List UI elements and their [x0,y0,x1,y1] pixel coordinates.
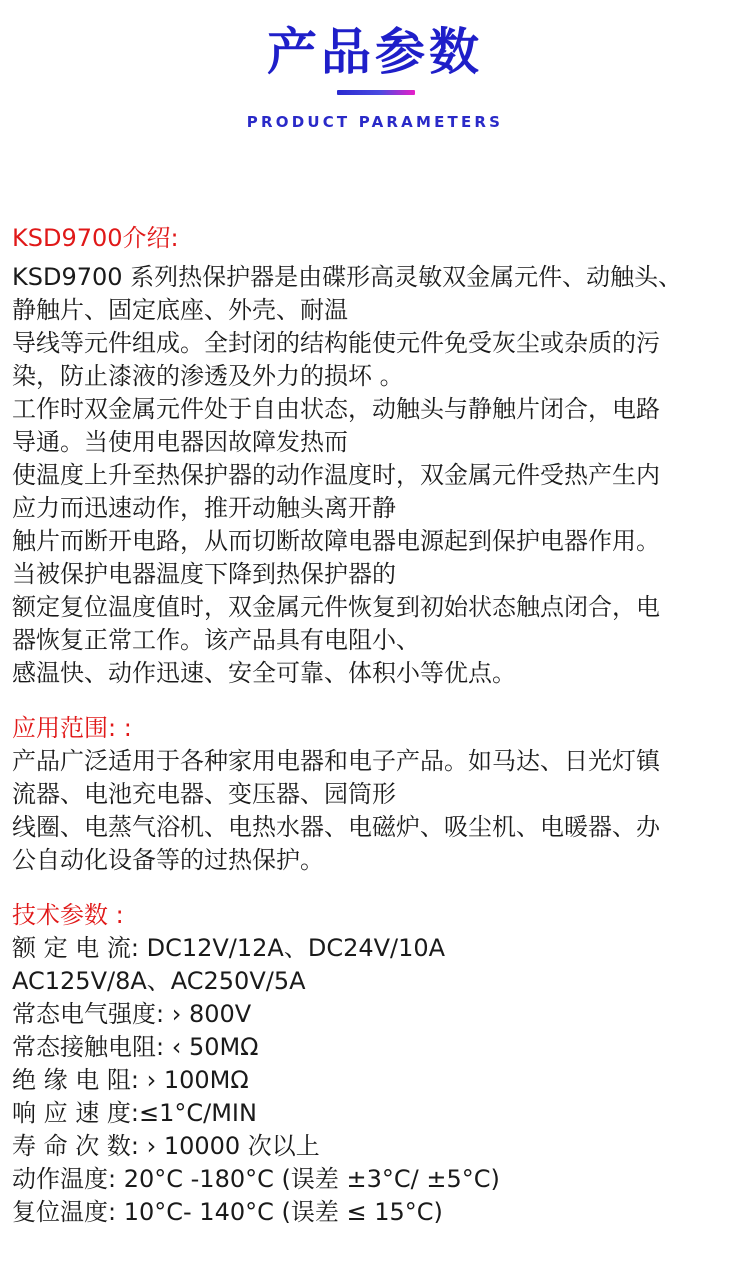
intro-line: KSD9700 系列热保护器是由碟形高灵敏双金属元件、动触头、 [12,263,683,291]
spec-line: 常态接触电阻: ‹ 50MΩ [12,1033,259,1061]
spacer [12,877,742,899]
intro-line: 导通。当使用电器因故障发热而 [12,428,348,456]
intro-line: 触片而断开电路，从而切断故障电器电源起到保护电器作用。 [12,527,660,555]
intro-paragraph [12,261,742,690]
specs-list [12,932,742,1229]
spec-line: 动作温度: 20°C -180°C (误差 ±3°C/ ±5°C) [12,1165,500,1193]
spec-line: AC125V/8A、AC250V/5A [12,967,306,995]
page-title: 产品参数 [267,23,483,81]
title-underline [337,90,415,95]
intro-line: 工作时双金属元件处于自由状态，动触头与静触片闭合，电路 [12,395,660,423]
spec-line: 绝 缘 电 阻: › 100MΩ [12,1066,249,1094]
page-header [0,0,750,140]
intro-line: 使温度上升至热保护器的动作温度时，双金属元件受热产生内 [12,461,660,489]
spec-line: 响 应 速 度:≤1°C/MIN [12,1099,257,1127]
application-line: 公自动化设备等的过热保护。 [12,846,324,874]
intro-line: 当被保护电器温度下降到热保护器的 [12,560,396,588]
intro-line: 染，防止漆液的渗透及外力的损坏 。 [12,362,404,390]
spec-line: 额 定 电 流: DC12V/12A、DC24V/10A [12,934,446,962]
application-line: 线圈、电蒸气浴机、电热水器、电磁炉、吸尘机、电暖器、办 [12,813,660,841]
specs-heading: 技术参数 : [12,901,124,929]
spec-line: 复位温度: 10°C- 140°C (误差 ≤ 15°C) [12,1198,443,1226]
intro-line: 器恢复正常工作。该产品具有电阻小、 [12,626,420,654]
intro-line: 应力而迅速动作，推开动触头离开静 [12,494,396,522]
intro-heading: KSD9700介绍: [12,224,179,252]
application-line: 产品广泛适用于各种家用电器和电子产品。如马达、日光灯镇 [12,747,660,775]
intro-line: 静触片、固定底座、外壳、耐温 [12,296,348,324]
application-heading: 应用范围: : [12,714,132,742]
intro-line: 感温快、动作迅速、安全可靠、体积小等优点。 [12,659,516,687]
spec-line: 寿 命 次 数: › 10000 次以上 [12,1132,320,1160]
application-paragraph [12,745,742,877]
spacer [12,690,742,712]
application-line: 流器、电池充电器、变压器、园筒形 [12,780,396,808]
page-subtitle: PRODUCT PARAMETERS [246,113,504,131]
document-body [12,222,742,1229]
intro-line: 额定复位温度值时，双金属元件恢复到初始状态触点闭合，电 [12,593,660,621]
spec-line: 常态电气强度: › 800V [12,1000,252,1028]
intro-line: 导线等元件组成。全封闭的结构能使元件免受灰尘或杂质的污 [12,329,660,357]
